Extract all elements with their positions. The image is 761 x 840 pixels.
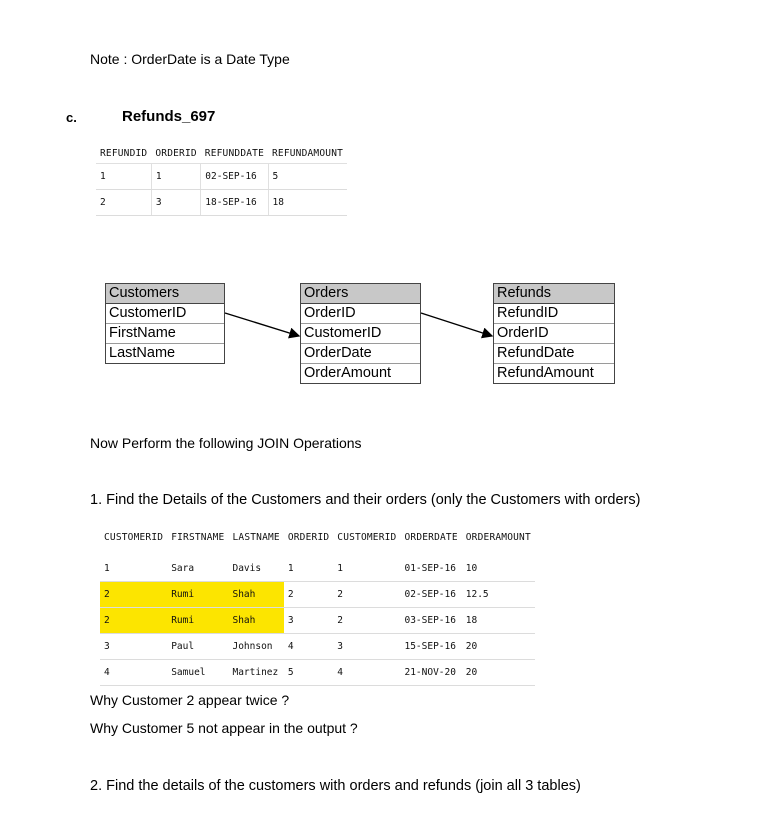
entity-field: OrderDate: [301, 344, 420, 364]
col-header: CUSTOMERID: [337, 531, 397, 543]
entity-title: Customers: [106, 284, 224, 304]
cell: 3: [333, 634, 400, 660]
arrow-customers-to-orders: [225, 313, 299, 336]
entity-field: LastName: [109, 345, 176, 361]
table-row-highlighted: [100, 582, 535, 608]
cell: 1: [151, 164, 200, 190]
cell: 2: [333, 582, 400, 608]
col-header: REFUNDID: [96, 143, 151, 164]
cell: Shah: [228, 582, 283, 608]
entity-field: RefundAmount: [497, 365, 594, 381]
join-result-table: [100, 524, 535, 686]
cell: 2: [100, 608, 167, 634]
cell: 4: [284, 634, 333, 660]
refunds-table-title: Refunds_697: [122, 108, 216, 125]
cell: 3: [284, 608, 333, 634]
cell: 1: [333, 556, 400, 582]
cell: Rumi: [167, 608, 228, 634]
cell: 20: [462, 634, 535, 660]
cell: 18: [462, 608, 535, 634]
cell: 10: [462, 556, 535, 582]
cell: 20: [462, 660, 535, 686]
cell: 15-SEP-16: [400, 634, 461, 660]
col-header: ORDERID: [287, 531, 330, 543]
entity-field: RefundDate: [494, 344, 614, 364]
cell: 18: [268, 190, 347, 216]
cell: 12.5: [462, 582, 535, 608]
table-row-highlighted: [100, 608, 535, 634]
cell: Shah: [228, 608, 283, 634]
cell: 2: [284, 582, 333, 608]
entity-field: FirstName: [106, 324, 224, 344]
col-header: ORDERAMOUNT: [465, 531, 531, 543]
cell: 3: [100, 634, 167, 660]
question-why-twice: Why Customer 2 appear twice ?: [90, 692, 290, 708]
cell: 4: [333, 660, 400, 686]
entity-title: Orders: [301, 284, 420, 304]
cell: 18-SEP-16: [201, 190, 268, 216]
col-header: LASTNAME: [232, 531, 280, 543]
cell: 3: [151, 190, 200, 216]
table-row: [100, 660, 535, 686]
cell: 2: [96, 190, 151, 216]
cell: 02-SEP-16: [400, 582, 461, 608]
cell: 4: [100, 660, 167, 686]
question-2: 2. Find the details of the customers with orders and refunds (join all 3 tables): [90, 778, 581, 794]
section-label: c.: [66, 110, 77, 125]
note-text: Note : OrderDate is a Date Type: [90, 51, 290, 67]
col-header: CUSTOMERID: [104, 531, 164, 543]
instruction-text: Now Perform the following JOIN Operations: [90, 435, 362, 451]
cell: 21-NOV-20: [400, 660, 461, 686]
col-header: REFUNDAMOUNT: [268, 143, 347, 164]
cell: 1: [284, 556, 333, 582]
entity-field: CustomerID: [106, 304, 224, 324]
cell: Davis: [228, 556, 283, 582]
cell: 1: [96, 164, 151, 190]
entity-field: RefundID: [494, 304, 614, 324]
cell: 01-SEP-16: [400, 556, 461, 582]
cell: Martinez: [228, 660, 283, 686]
table-row: [100, 556, 535, 582]
cell: Rumi: [167, 582, 228, 608]
cell: 1: [100, 556, 167, 582]
entity-field: OrderID: [494, 324, 614, 344]
entity-field: OrderID: [301, 304, 420, 324]
cell: 02-SEP-16: [201, 164, 268, 190]
cell: Samuel: [167, 660, 228, 686]
cell: 2: [100, 582, 167, 608]
cell: Paul: [167, 634, 228, 660]
question-1: 1. Find the Details of the Customers and their orders (only the Customers with orders): [90, 492, 641, 508]
col-header: ORDERID: [151, 143, 200, 164]
cell: 03-SEP-16: [400, 608, 461, 634]
cell: Sara: [167, 556, 228, 582]
col-header: REFUNDDATE: [201, 143, 268, 164]
arrow-orders-to-refunds: [421, 313, 492, 336]
col-header: ORDERDATE: [404, 531, 458, 543]
cell: 2: [333, 608, 400, 634]
cell: Johnson: [228, 634, 283, 660]
question-why-missing: Why Customer 5 not appear in the output ?: [90, 720, 358, 736]
table-row: [100, 634, 535, 660]
entity-field: CustomerID: [301, 324, 420, 344]
cell: 5: [284, 660, 333, 686]
col-header: FIRSTNAME: [171, 531, 225, 543]
entity-field: OrderAmount: [304, 365, 392, 381]
entity-title: Refunds: [494, 284, 614, 304]
cell: 5: [268, 164, 347, 190]
